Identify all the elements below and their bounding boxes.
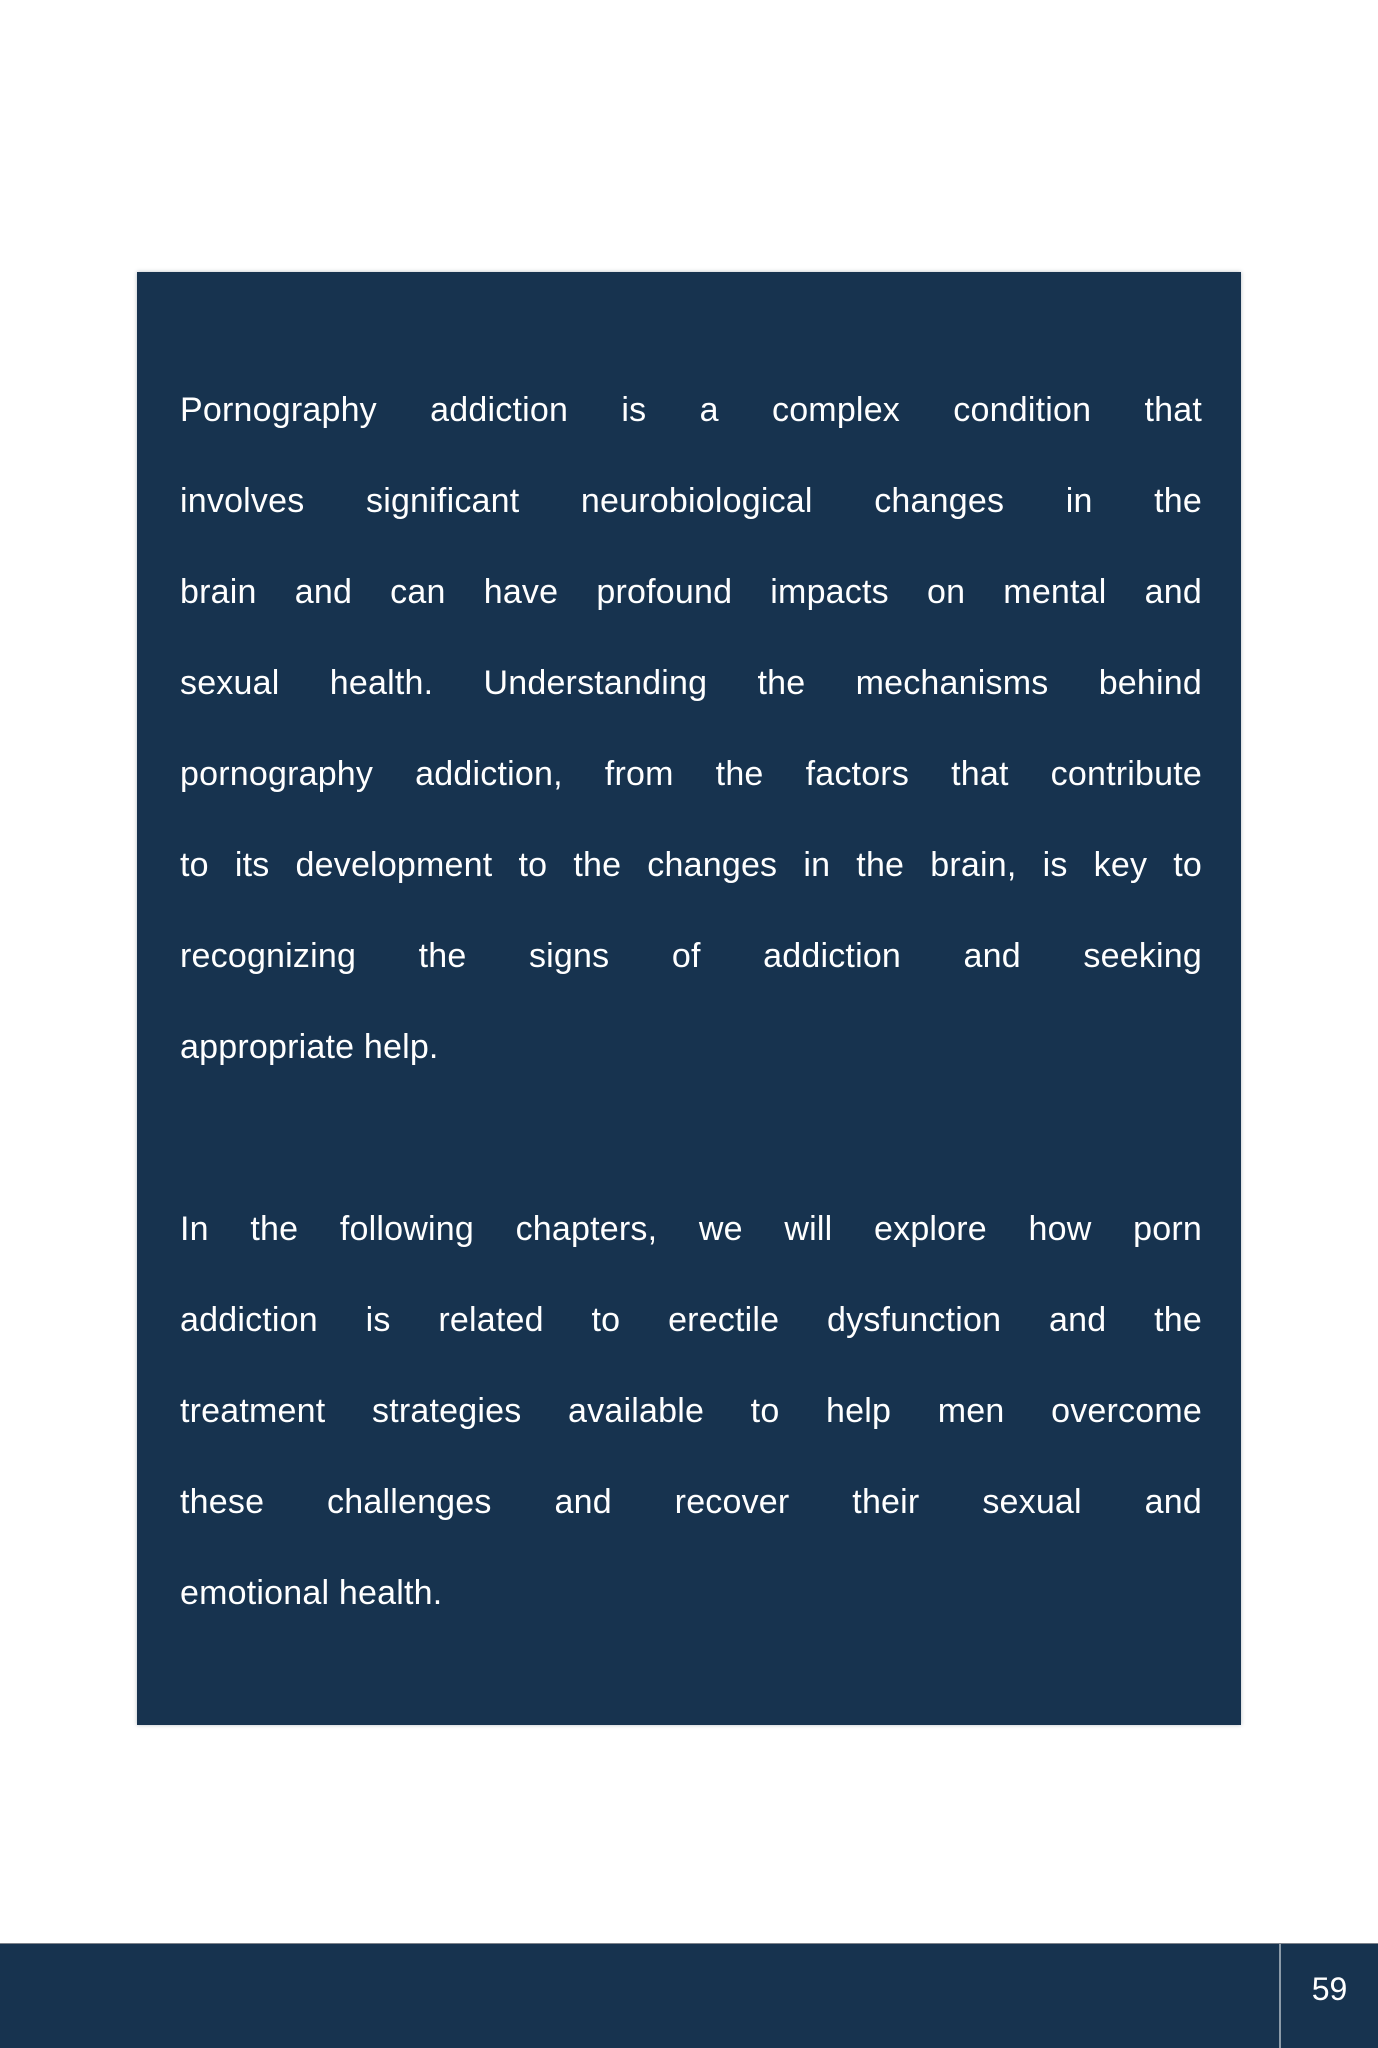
text-line: to its development to the changes in the brain, is key to: [180, 846, 1202, 884]
paragraph: [180, 365, 1202, 1093]
text-line: involves significant neurobiological changes in the: [180, 482, 1202, 520]
paragraph: [180, 1184, 1202, 1639]
text-line: brain and can have profound impacts on mental and: [180, 573, 1202, 611]
footer-bar: [0, 1943, 1378, 2048]
content-box: [137, 272, 1241, 1725]
text-line: sexual health. Understanding the mechanisms behind: [180, 664, 1202, 702]
text-line: treatment strategies available to help men overcome: [180, 1392, 1202, 1430]
text-line: appropriate help.: [180, 1028, 439, 1066]
text-line: pornography addiction, from the factors that contribute: [180, 755, 1202, 793]
page-number-label: 59: [1311, 1970, 1348, 2007]
text-line: these challenges and recover their sexual and: [180, 1483, 1202, 1521]
text-line: Pornography addiction is a complex condition that: [180, 391, 1202, 429]
text-line: emotional health.: [180, 1574, 443, 1612]
text-line: recognizing the signs of addiction and seeking: [180, 937, 1202, 975]
body-text: [180, 365, 1202, 1639]
text-line: In the following chapters, we will explore how porn: [180, 1210, 1202, 1248]
text-line: addiction is related to erectile dysfunction and the: [180, 1301, 1202, 1339]
